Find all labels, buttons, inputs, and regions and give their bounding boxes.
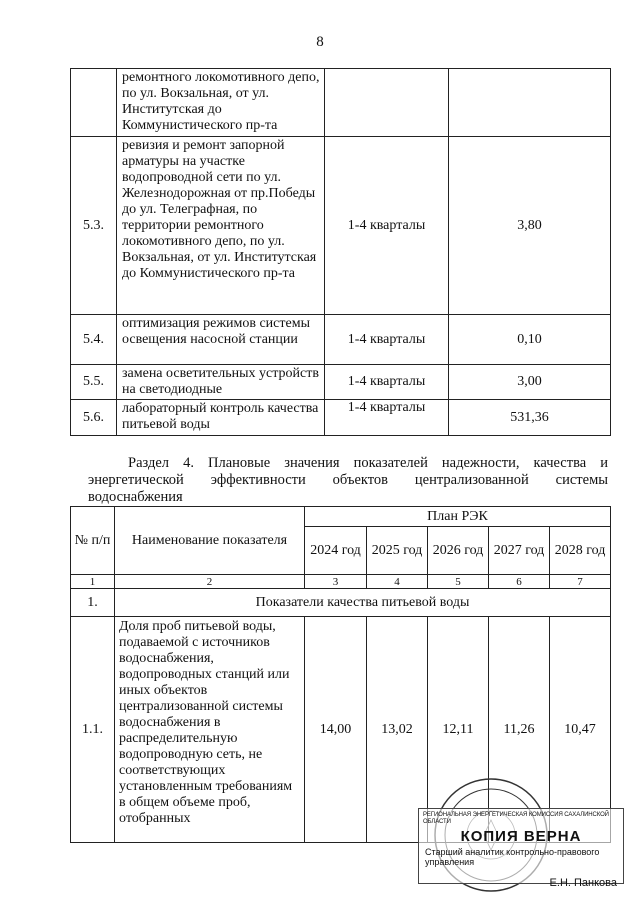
section-heading-text: Раздел 4. Плановые значения показателей надежности, качества и энергетической эффективности объектов централизованной системы водоснабжения [88,455,608,505]
table-row [71,400,611,436]
indicator-name: Доля проб питьевой воды, подаваемой с источников водоснабжения, водопроводных станций или иных объектов централизованной системы водоснабжения в распределительную водопроводную сеть, не соответствующих установленным требованиям в общем объеме проб, отобранных [115,617,305,843]
measure-description: замена осветительных устройств на светодиодные [117,365,325,400]
measure-term: 1-4 кварталы [325,137,449,315]
header-year: 2026 год [428,527,489,575]
measure-value [449,69,611,137]
measure-term: 1-4 кварталы [325,400,449,436]
column-number: 5 [428,575,489,589]
header-year: 2025 год [367,527,428,575]
column-number: 4 [367,575,428,589]
row-number: 5.4. [71,315,117,365]
header-year: 2028 год [550,527,611,575]
indicator-value: 11,26 [489,617,550,843]
measure-term: 1-4 кварталы [325,315,449,365]
measure-term [325,69,449,137]
stamp-signatory: Е.Н. Панкова [549,877,617,889]
column-number: 3 [305,575,367,589]
measure-description: ремонтного локомотивного депо, по ул. Вокзальная, от ул. Институтская до Коммунистического пр-та [117,69,325,137]
row-number: 5.6. [71,400,117,436]
row-number: 1.1. [71,617,115,843]
header-plan: План РЭК [305,507,611,527]
measure-value: 531,36 [449,400,611,436]
indicator-value: 14,00 [305,617,367,843]
column-number: 6 [489,575,550,589]
measure-value: 3,80 [449,137,611,315]
indicator-value: 13,02 [367,617,428,843]
header-num: № п/п [71,507,115,575]
table-row [71,365,611,400]
row-number: 5.3. [71,137,117,315]
stamp-organization: РЕГИОНАЛЬНАЯ ЭНЕРГЕТИЧЕСКАЯ КОМИССИЯ САХАЛИНСКОЙ ОБЛАСТИ [423,812,609,825]
table-row [71,315,611,365]
row-number [71,69,117,137]
page-number: 8 [316,34,324,50]
stamp-title: КОПИЯ ВЕРНА [460,828,582,845]
table-row [71,69,611,137]
certified-copy-stamp [418,808,624,889]
column-number: 7 [550,575,611,589]
column-numbers-row [71,575,611,589]
row-number: 5.5. [71,365,117,400]
measure-value: 0,10 [449,315,611,365]
group-title: Показатели качества питьевой воды [115,589,611,617]
measures-table [70,68,611,436]
header-row [71,507,611,527]
indicator-value: 12,11 [428,617,489,843]
measure-description: лабораторный контроль качества питьевой воды [117,400,325,436]
measure-description: оптимизация режимов системы освещения насосной станции [117,315,325,365]
indicator-value: 10,47 [550,617,611,843]
section-heading [88,455,608,506]
measure-description: ревизия и ремонт запорной арматуры на участке водопроводной сети по ул. Железнодорожная от пр.Победы до ул. Телеграфная, по территории ремонтного локомотивного депо, по ул. Вокзальная, от ул. Институтская до Коммунистического пр-та [117,137,325,315]
column-number: 2 [115,575,305,589]
measure-value: 3,00 [449,365,611,400]
stamp-position: Старший аналитик контрольно-правового управления [425,847,600,867]
header-indicator-name: Наименование показателя [115,507,305,575]
group-row [71,589,611,617]
column-number: 1 [71,575,115,589]
table-row [71,137,611,315]
group-number: 1. [71,589,115,617]
header-year: 2027 год [489,527,550,575]
header-year: 2024 год [305,527,367,575]
measure-term: 1-4 кварталы [325,365,449,400]
